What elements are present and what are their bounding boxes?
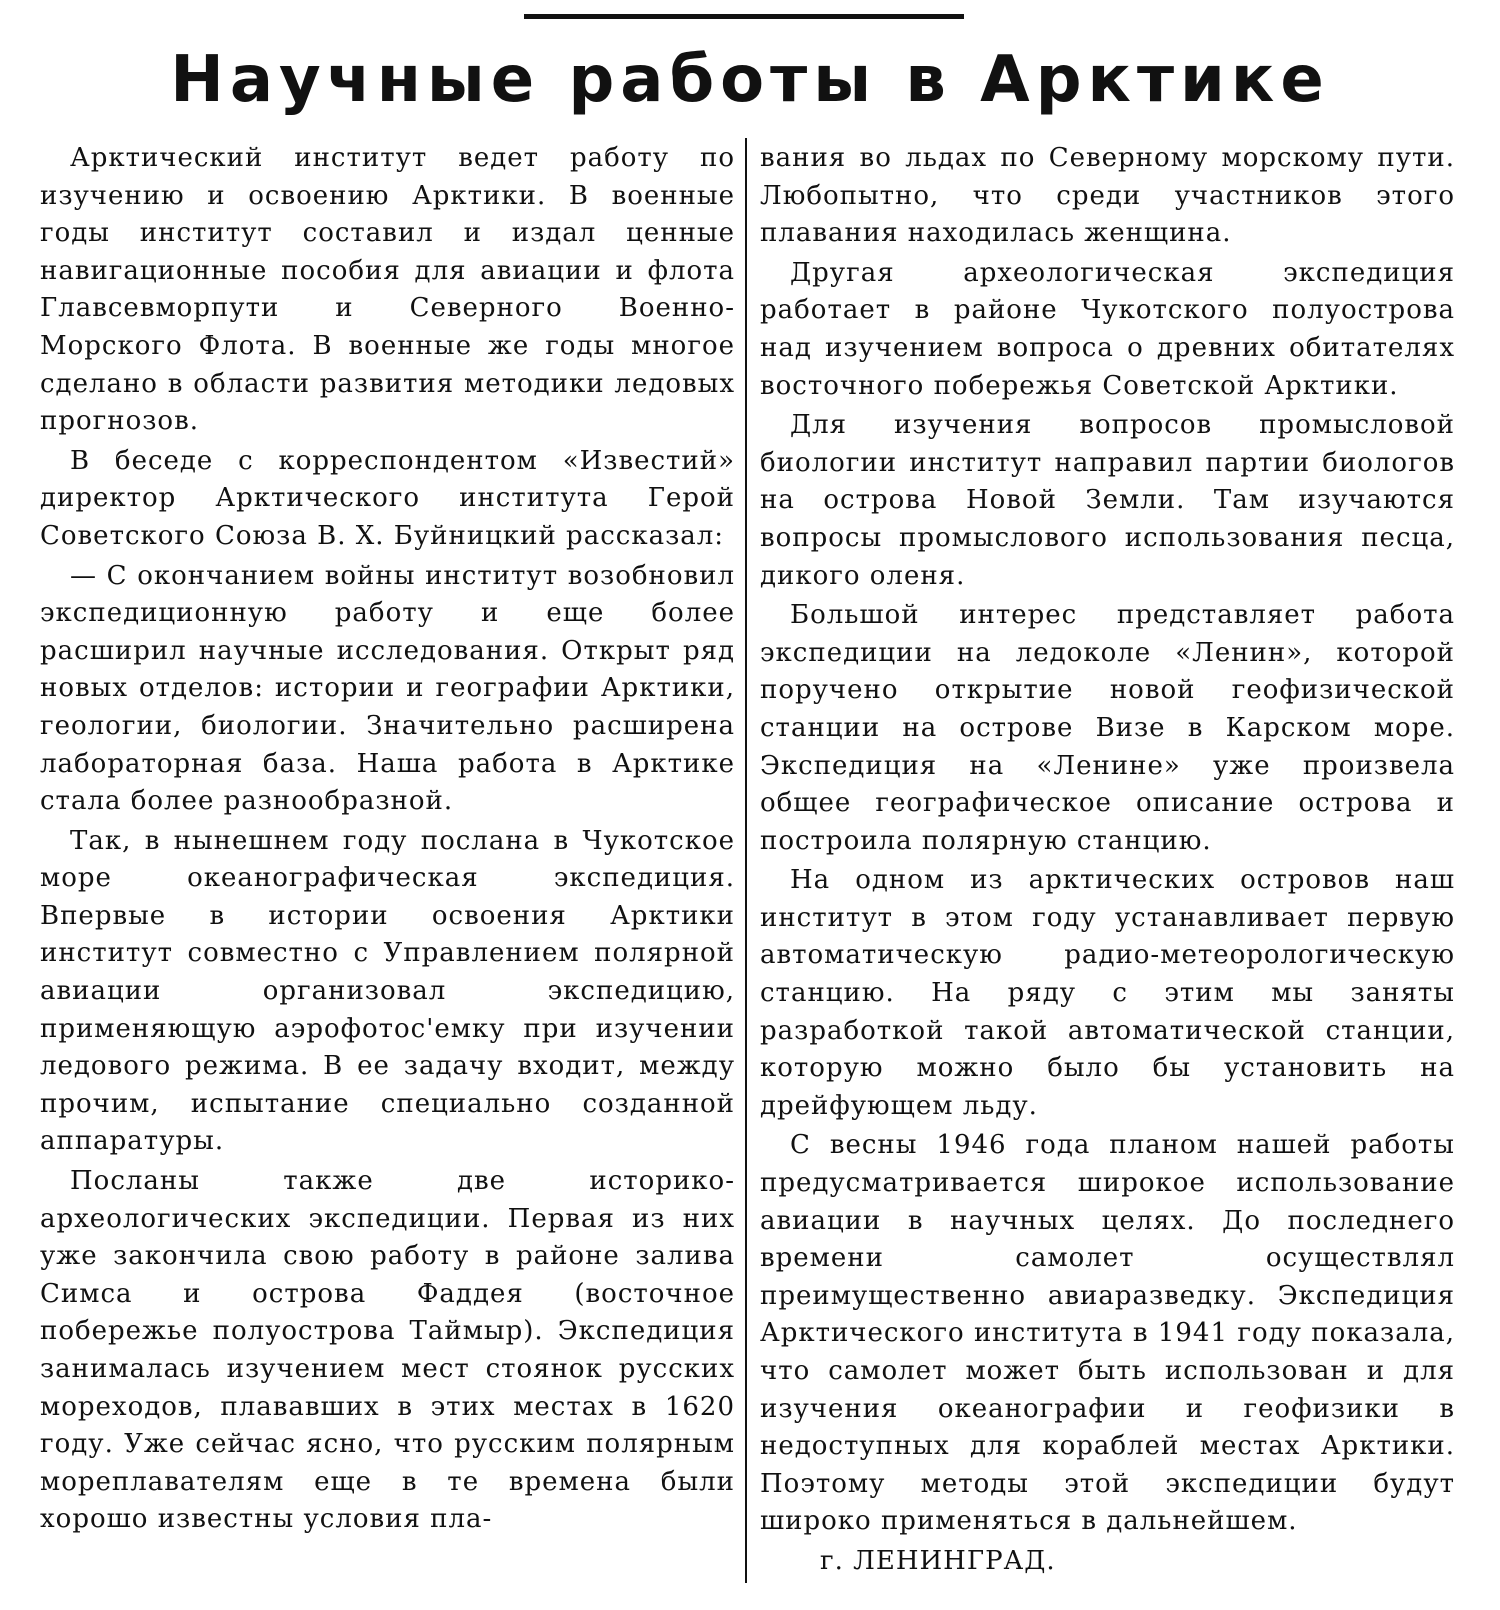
paragraph-archaeology-expeditions: Посланы также две историко-археологических экспедиции. Первая из них уже закончила свою работу в районе залива Симса и острова Фаддея (восточное побережье полуострова Таймыр). Экспедиция занималась изучением мест стоянок русских мореходов, плававших в этих местах в 1620 году. Уже сейчас ясно, что русским полярным мореплавателям еще в те времена были хорошо известны условия пла- [40,1166,735,1535]
left-column [40,140,735,1541]
right-column [760,140,1455,1583]
article-title: Научные работы в Арктике [170,43,1330,117]
paragraph-biology: Для изучения вопросов промысловой биологии институт направил партии биологов на острова Новой Земли. Там изучаются вопросы промыслового использования песца, дикого оленя. [760,410,1455,591]
dateline: г. ЛЕНИНГРАД. [820,1545,1056,1576]
paragraph-aviation: С весны 1946 года планом нашей работы предусматривается широкое использование авиации в научных целях. До последнего времени самолет осуществлял преимущественно авиаразведку. Экспедиция Арктического института в 1941 году показала, что самолет может быть использован и для изучения океанографии и геофизики в недоступных для кораблей местах Арктики. Поэтому методы этой экспедиции будут широко применяться в дальнейшем. [760,1130,1455,1537]
paragraph-chukchi-expedition: Так, в нынешнем году послана в Чукотское море океанографическая экспедиция. Впервые в истории освоения Арктики институт совместно с Управлением полярной авиации организовал экспедицию, применяющую аэрофотос'емку при изучении ледового режима. В ее задачу входит, между прочим, испытание специально созданной аппаратуры. [40,825,735,1157]
paragraph-postwar-work: — С окончанием войны институт возобновил экспедиционную работу и еще более расширил научные исследования. Открыт ряд новых отделов: истории и географии Арктики, геологии, биологии. Значительно расширена лабораторная база. Наша работа в Арктике стала более разнообразной. [40,560,735,817]
top-rule [524,14,964,19]
paragraph-chukotka-expedition: Другая археологическая экспедиция работает в районе Чукотского полуострова над изучением вопроса о древних обитателях восточного побережья Советской Арктики. [760,257,1455,401]
paragraph-intro: Арктический институт ведет работу по изучению и освоению Арктики. В военные годы институт составил и издал ценные навигационные пособия для авиации и флота Главсевморпути и Северного Военно-Морского Флота. В военные же годы многое сделано в области развития методики ледовых прогнозов. [40,143,735,437]
column-divider [745,138,747,1583]
paragraph-automatic-station: На одном из арктических островов наш институт в этом году устанавливает первую автоматическую радио-метеорологическую станцию. На ряду с этим мы заняты разработкой такой автоматической станции, которую можно было бы установить на дрейфующем льду. [760,865,1455,1121]
paragraph-interview: В беседе с корреспондентом «Известий» директор Арктического института Герой Советского Союза В. Х. Буйницкий рассказал: [40,445,735,551]
paragraph-icebreaker-lenin: Большой интерес представляет работа экспедиции на ледоколе «Ленин», которой поручено открытие новой геофизической станции на острове Визе в Карском море. Экспедиция на «Ленине» уже произвела общее географическое описание острова и построила полярную станцию. [760,600,1455,856]
paragraph-continuation: вания во льдах по Северному морскому пути. Любопытно, что среди участников этого плавания находилась женщина. [760,143,1455,249]
